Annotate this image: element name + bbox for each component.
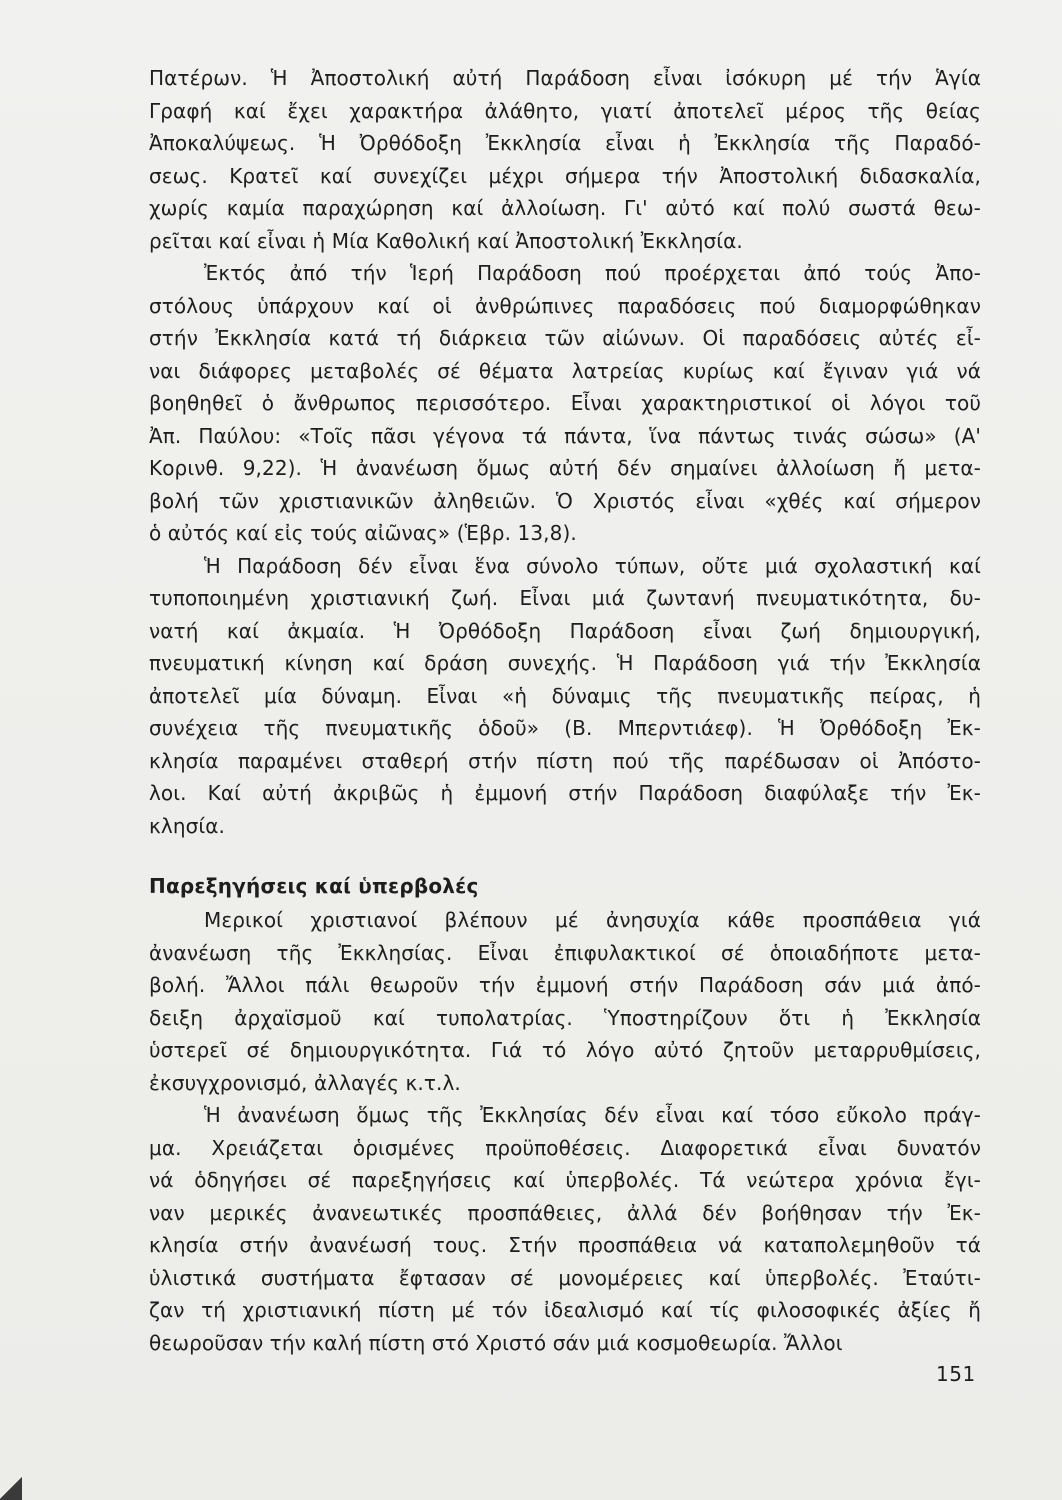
text-column	[149, 62, 981, 1359]
text-line: κλησία παραμένει σταθερή στήν πίστη πού τῆς παρέδωσαν οἱ Ἀπόστο-	[149, 748, 981, 773]
paragraph	[149, 904, 981, 1099]
text-line: ναι διάφορες μεταβολές σέ θέματα λατρείας κυρίως καί ἔγιναν γιά νά	[149, 358, 981, 383]
paragraph	[149, 1099, 981, 1359]
text-line: χωρίς καμία παραχώρηση καί ἀλλοίωση. Γι' αὐτό καί πολύ σωστά θεω-	[149, 196, 981, 220]
text-line: κλησία.	[149, 813, 225, 838]
text-line: ζαν τή χριστιανική πίστη μέ τόν ἰδεαλισμό καί τίς φιλοσοφικές ἀξίες ἤ	[149, 1298, 981, 1322]
text-line: στήν Ἐκκλησία κατά τή διάρκεια τῶν αἰώνων. Οἱ παραδόσεις αὐτές εἶ-	[149, 326, 981, 350]
text-line: δειξη ἀρχαϊσμοῦ καί τυπολατρίας. Ὑποστηρίζουν ὅτι ἡ Ἐκκλησία	[149, 1005, 981, 1030]
section-gap	[149, 842, 981, 868]
text-line: Μερικοί χριστιανοί βλέπουν μέ ἀνησυχία κάθε προσπάθεια γιά	[204, 908, 981, 932]
text-line: Γραφή καί ἔχει χαρακτήρα ἀλάθητο, γιατί ἀποτελεῖ μέρος τῆς θείας	[149, 98, 981, 123]
text-line: τυποποιημένη χριστιανική ζωή. Εἶναι μιά ζωντανή πνευματικότητα, δυ-	[149, 586, 981, 610]
text-line: Πατέρων. Ἡ Ἀποστολική αὐτή Παράδοση εἶναι ἰσόκυρη μέ τήν Ἁγία	[149, 66, 981, 90]
text-line: ὁ αὐτός καί εἰς τούς αἰῶνας» (Ἑβρ. 13,8).	[149, 521, 577, 545]
text-line: σεως. Κρατεῖ καί συνεχίζει μέχρι σήμερα τήν Ἀποστολική διδασκαλία,	[149, 163, 981, 188]
text-line: Ἡ ἀνανέωση ὅμως τῆς Ἐκκλησίας δέν εἶναι καί τόσο εὔκολο πράγ-	[204, 1103, 981, 1127]
text-line: βολή τῶν χριστιανικῶν ἀληθειῶν. Ὁ Χριστός εἶναι «χθές καί σήμερον	[149, 488, 981, 513]
text-line: ρεῖται καί εἶναι ἡ Μία Καθολική καί Ἀποστολική Ἐκκλησία.	[149, 228, 743, 253]
text-line: βολή. Ἄλλοι πάλι θεωροῦν τήν ἐμμονή στήν Παράδοση σάν μιά ἀπό-	[149, 973, 981, 997]
body-text-top	[149, 62, 981, 842]
text-line: Ἀπ. Παύλου: «Τοῖς πᾶσι γέγονα τά πάντα, ἵνα πάντως τινάς σώσω» (Α'	[149, 423, 981, 448]
text-line: ὑλιστικά συστήματα ἔφτασαν σέ μονομέρειες καί ὑπερβολές. Ἐταύτι-	[149, 1265, 981, 1290]
text-line: ναν μερικές ἀνανεωτικές προσπάθειες, ἀλλά δέν βοήθησαν τήν Ἐκ-	[149, 1200, 981, 1225]
text-line: Ἡ Παράδοση δέν εἶναι ἕνα σύνολο τύπων, οὔτε μιά σχολαστική καί	[204, 553, 981, 578]
text-line: ὑστερεῖ σέ δημιουργικότητα. Γιά τό λόγο αὐτό ζητοῦν μεταρρυθμίσεις,	[149, 1038, 981, 1062]
text-line: πνευματική κίνηση καί δράση συνεχής. Ἡ Παράδοση γιά τήν Ἐκκλησία	[149, 651, 981, 675]
section-heading: Παρεξηγήσεις καί ὑπερβολές	[149, 874, 479, 898]
text-line: Κορινθ. 9,22). Ἡ ἀνανέωση ὅμως αὐτή δέν σημαίνει ἀλλοίωση ἤ μετα-	[149, 456, 981, 480]
text-line: Ἐκτός ἀπό τήν Ἱερή Παράδοση πού προέρχεται ἀπό τούς Ἀπο-	[204, 261, 981, 285]
text-line: Ἀποκαλύψεως. Ἡ Ὀρθόδοξη Ἐκκλησία εἶναι ἡ Ἐκκλησία τῆς Παραδό-	[149, 131, 981, 155]
page-number: 151	[936, 1362, 976, 1386]
paragraph	[149, 62, 981, 257]
body-text-bottom	[149, 904, 981, 1359]
text-line: συνέχεια τῆς πνευματικῆς ὁδοῦ» (Β. Μπερντιάεφ). Ἡ Ὀρθόδοξη Ἐκ-	[149, 716, 981, 740]
text-line: νά ὁδηγήσει σέ παρεξηγήσεις καί ὑπερβολές. Τά νεώτερα χρόνια ἔγι-	[149, 1168, 981, 1192]
text-line: ἀνανέωση τῆς Ἐκκλησίας. Εἶναι ἐπιφυλακτικοί σέ ὁποιαδήποτε μετα-	[149, 940, 981, 965]
text-line: στόλους ὑπάρχουν καί οἱ ἀνθρώπινες παραδόσεις πού διαμορφώθηκαν	[149, 293, 981, 318]
text-line: μα. Χρειάζεται ὁρισμένες προϋποθέσεις. Διαφορετικά εἶναι δυνατόν	[149, 1135, 981, 1160]
paragraph	[149, 257, 981, 550]
text-line: βοηθηθεῖ ὁ ἄνθρωπος περισσότερο. Εἶναι χαρακτηριστικοί οἱ λόγοι τοῦ	[149, 391, 981, 415]
paragraph	[149, 550, 981, 843]
page-corner-shadow	[0, 1470, 22, 1500]
text-line: ἀποτελεῖ μία δύναμη. Εἶναι «ἡ δύναμις τῆς πνευματικῆς πείρας, ἡ	[149, 683, 981, 708]
text-line: ἐκσυγχρονισμό, ἀλλαγές κ.τ.λ.	[149, 1070, 461, 1095]
text-line: λοι. Καί αὐτή ἀκριβῶς ἡ ἐμμονή στήν Παράδοση διαφύλαξε τήν Ἐκ-	[149, 781, 981, 805]
text-line: κλησία στήν ἀνανέωσή τους. Στήν προσπάθεια νά καταπολεμηθοῦν τά	[149, 1233, 981, 1257]
text-line: νατή καί ἀκμαία. Ἡ Ὀρθόδοξη Παράδοση εἶναι ζωή δημιουργική,	[149, 618, 981, 643]
text-line: θεωροῦσαν τήν καλή πίστη στό Χριστό σάν μιά κοσμοθεωρία. Ἄλλοι	[149, 1330, 843, 1355]
